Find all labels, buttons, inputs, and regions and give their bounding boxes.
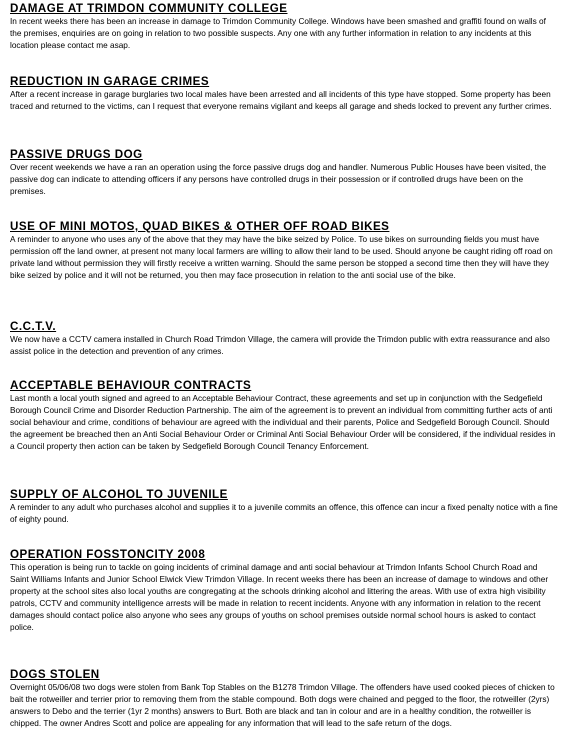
- section-heading: DAMAGE AT TRIMDON COMMUNITY COLLEGE: [10, 2, 288, 15]
- section-alcohol-juvenile: [10, 488, 558, 526]
- section-heading: PASSIVE DRUGS DOG: [10, 148, 143, 161]
- section-heading: ACCEPTABLE BEHAVIOUR CONTRACTS: [10, 379, 252, 392]
- section-heading: DOGS STOLEN: [10, 668, 100, 681]
- section-operation-fosstoncity: [10, 548, 558, 633]
- section-body: Overnight 05/06/08 two dogs were stolen from Bank Top Stables on the B1278 Trimdon Village. The offenders have used cooked pieces of chicken to bait the rotweiller and terrier prior to removing them from the stable compound. Both dogs were chained and pegged to the floor, the rotweiller (2yrs) answers to Debo and the terrier (1yr 2 months) answers to Burt. Both are black and tan in colour and are in a healthy condition, the rotweiller is chipped. The owner Andres Scott and police are appealing for any information that will lead to the safe return of the dogs.: [10, 683, 555, 728]
- section-body: A reminder to anyone who uses any of the above that they may have the bike seized by Police. To use bikes on surrounding fields you must have permission off the land owner, at present not many local farmers are willing to allow their land to be used. Should anyone be caught riding off road on private land without permission they will firstly receive a written warning. Should the same person be stopped a second time then they will have they bike seized by police and it will not be returned, you then may face prosecution in relation to the anti social use of the bike.: [10, 235, 553, 280]
- section-body: In recent weeks there has been an increase in damage to Trimdon Community College. Windows have been smashed and graffiti found on walls of the premises, enquiries are on going in relation to two possible suspects. Any one with any further information in relation to any incidents at this location please contact me asap.: [10, 17, 546, 50]
- section-drugs-dog: [10, 148, 558, 198]
- section-body: Over recent weekends we have a ran an operation using the force passive drugs dog and handler. Numerous Public Houses have been visited, the passive dog can indicate to attending officers if any persons have controlled drugs in their possession or if controlled drugs have been on the premises.: [10, 163, 547, 196]
- section-cctv: [10, 320, 558, 358]
- section-body: Last month a local youth signed and agreed to an Acceptable Behaviour Contract, these agreements and set up in conjunction with the Sedgefield Borough Council Crime and Disorder Reduction Partnership. The aim of the agreement is to prevent an individual from committing further acts of anti social behaviour and crime, conditions of behaviour are agreed with the individual and their parents, Police and Sedgefield Borough Council. Should the agreement be breached then an Anti Social Behaviour Order or Criminal Anti Social Behaviour Order will be considered, if the individual resides in a Council property then action can be taken by Sedgefield Borough Council Tenancy Enforcement.: [10, 394, 556, 451]
- section-body: A reminder to any adult who purchases alcohol and supplies it to a juvenile commits an offence, this offence can incur a fixed penalty notice with a fine of eighty pound.: [10, 503, 558, 524]
- section-college-damage: [10, 2, 558, 52]
- section-body: We now have a CCTV camera installed in Church Road Trimdon Village, the camera will provide the Trimdon public with extra reassurance and also assist police in the detection and prevention of any crimes.: [10, 335, 550, 356]
- section-heading: C.C.T.V.: [10, 320, 57, 333]
- section-body: After a recent increase in garage burglaries two local males have been arrested and all incidents of this type have stopped. Some property has been traced and returned to the victims, can I request that everyone remains vigilant and keeps all garage and sheds locked to prevent any further crimes.: [10, 90, 552, 111]
- section-off-road-bikes: [10, 220, 558, 282]
- section-garage-crimes: [10, 75, 558, 113]
- section-behaviour-contracts: [10, 379, 558, 453]
- section-body: This operation is being run to tackle on going incidents of criminal damage and anti social behaviour at Trimdon Infants School Church Road and Saint Williams Infants and Junior School Elwick View Trimdon Village. In recent weeks there has been an increase of damage to windows and other property at the school sites also local youths are congregating at the schools drinking alcohol and littering the areas. With use of extra high visibility patrols, CCTV and community intelligence arrests will be made in relation to recent incidents. Anyone with any information in relation to the recent damages should contact police also anyone who sees any groups of youths on school premises outside normal school hours is asked to contact police.: [10, 563, 549, 632]
- section-heading: REDUCTION IN GARAGE CRIMES: [10, 75, 210, 88]
- section-heading: SUPPLY OF ALCOHOL TO JUVENILE: [10, 488, 228, 501]
- section-dogs-stolen: [10, 668, 558, 730]
- section-heading: USE OF MINI MOTOS, QUAD BIKES & OTHER OFF ROAD BIKES: [10, 220, 390, 233]
- section-heading: OPERATION FOSSTONCITY 2008: [10, 548, 206, 561]
